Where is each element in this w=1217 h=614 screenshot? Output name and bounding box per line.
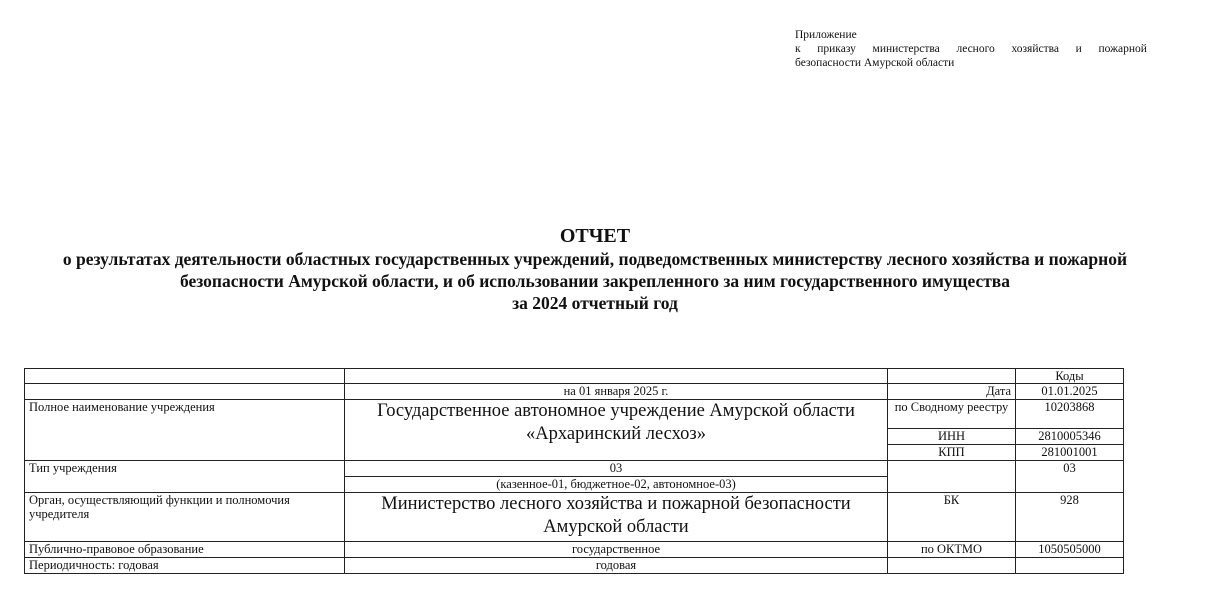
report-subtitle: о результатах деятельности областных государственных учреждений, подведомственных министерству лесного хозяйства и пожарной безопасности Амурской области, и об использовании закрепленного за ним государственного имущества bbox=[62, 249, 1128, 291]
appendix-title: Приложение bbox=[795, 29, 857, 41]
appendix-word: лесного bbox=[956, 43, 995, 55]
empty-cell bbox=[1016, 558, 1124, 574]
table-row bbox=[25, 369, 1124, 384]
oktmo-label: по ОКТМО bbox=[888, 542, 1016, 558]
appendix-word: пожарной bbox=[1098, 43, 1147, 55]
as-of-date: на 01 января 2025 г. bbox=[345, 384, 888, 400]
report-heading: ОТЧЕТ bbox=[559, 225, 631, 247]
type-code: 03 bbox=[1016, 461, 1124, 493]
empty-cell bbox=[888, 558, 1016, 574]
type-label: Тип учреждения bbox=[25, 461, 345, 493]
appendix-word: приказу bbox=[817, 43, 856, 55]
empty-cell bbox=[888, 461, 1016, 493]
oktmo-value: 1050505000 bbox=[1016, 542, 1124, 558]
public-entity-label: Публично-правовое образование bbox=[25, 542, 345, 558]
date-label: Дата bbox=[888, 384, 1016, 400]
type-hint: (казенное-01, бюджетное-02, автономное-03) bbox=[345, 477, 888, 493]
inn-label: ИНН bbox=[888, 429, 1016, 445]
empty-cell bbox=[25, 369, 345, 384]
appendix-ministry: безопасности Амурской области bbox=[795, 57, 955, 69]
registry-label: по Сводному реестру bbox=[888, 400, 1016, 429]
appendix-word: к bbox=[795, 43, 801, 55]
founder-label: Орган, осуществляющий функции и полномочия учредителя bbox=[25, 493, 345, 542]
institution-name: Государственное автономное учреждение Амурской области «Архаринский лесхоз» bbox=[345, 400, 888, 461]
empty-cell bbox=[888, 369, 1016, 384]
founder-name: Министерство лесного хозяйства и пожарной безопасности Амурской области bbox=[345, 493, 888, 542]
table-row bbox=[25, 542, 1124, 558]
table-row bbox=[25, 558, 1124, 574]
institution-label: Полное наименование учреждения bbox=[25, 400, 345, 461]
appendix-order-line bbox=[795, 42, 1147, 56]
report-title-block bbox=[0, 224, 1190, 314]
bk-label: БК bbox=[888, 493, 1016, 542]
appendix-note bbox=[795, 28, 1147, 70]
codes-header: Коды bbox=[1016, 369, 1124, 384]
date-value: 01.01.2025 bbox=[1016, 384, 1124, 400]
empty-cell bbox=[345, 369, 888, 384]
appendix-word: министерства bbox=[872, 43, 940, 55]
type-value: 03 bbox=[345, 461, 888, 477]
empty-cell bbox=[25, 384, 345, 400]
appendix-word: хозяйства bbox=[1011, 43, 1059, 55]
appendix-word: и bbox=[1075, 43, 1082, 55]
table-row bbox=[25, 400, 1124, 429]
kpp-label: КПП bbox=[888, 445, 1016, 461]
table-row bbox=[25, 461, 1124, 477]
periodicity-value: годовая bbox=[345, 558, 888, 574]
kpp-value: 281001001 bbox=[1016, 445, 1124, 461]
table-row bbox=[25, 384, 1124, 400]
registry-code: 10203868 bbox=[1016, 400, 1124, 429]
periodicity-label: Периодичность: годовая bbox=[25, 558, 345, 574]
report-form-table bbox=[24, 368, 1124, 574]
table-row bbox=[25, 493, 1124, 542]
inn-value: 2810005346 bbox=[1016, 429, 1124, 445]
bk-value: 928 bbox=[1016, 493, 1124, 542]
report-period: за 2024 отчетный год bbox=[512, 293, 678, 313]
public-entity-value: государственное bbox=[345, 542, 888, 558]
